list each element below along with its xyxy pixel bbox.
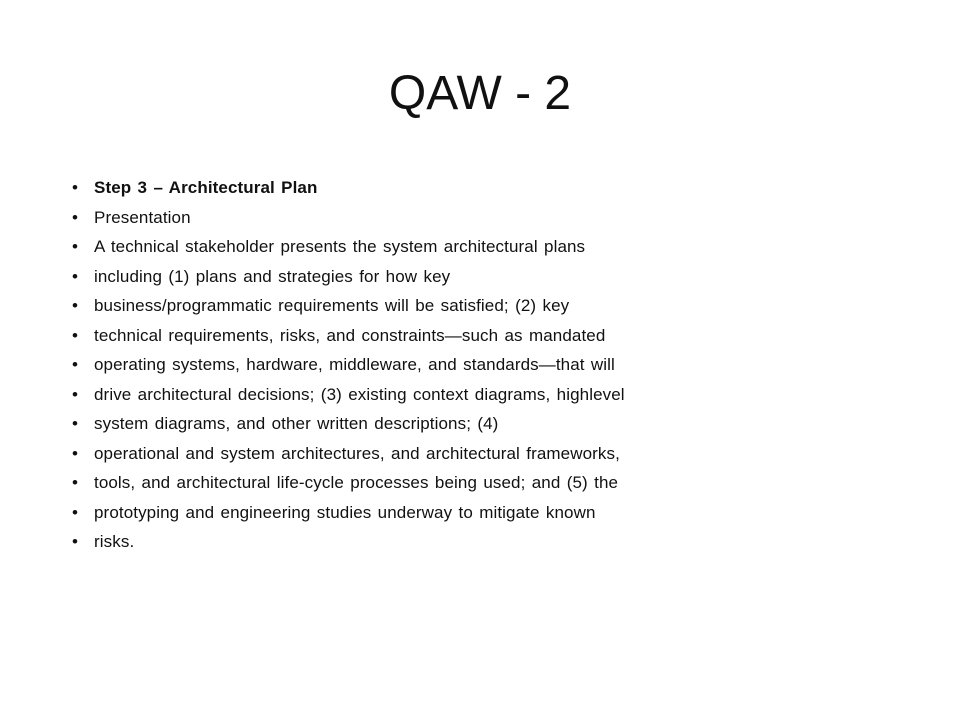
bullet-text: tools, and architectural life-cycle processes being used; and (5) the	[94, 473, 619, 492]
bullet-point-icon: •	[72, 355, 78, 374]
bullet-item	[72, 203, 912, 233]
bullet-text: business/programmatic requirements will be satisfied; (2) key	[94, 296, 570, 315]
bullet-point-icon: •	[72, 473, 78, 492]
bullet-item	[72, 173, 912, 203]
bullet-text: risks.	[94, 532, 135, 551]
bullet-text: operational and system architectures, and architectural frameworks,	[94, 443, 620, 463]
bullet-item	[72, 291, 912, 321]
bullet-point-icon: •	[72, 325, 78, 345]
bullet-list	[72, 173, 912, 557]
bullet-point-icon: •	[72, 532, 78, 551]
bullet-item	[72, 498, 912, 528]
bullet-item	[72, 439, 912, 469]
bullet-point-icon: •	[72, 237, 78, 256]
bullet-item	[72, 468, 912, 498]
bullet-text: prototyping and engineering studies underway to mitigate known	[94, 502, 596, 522]
bullet-item	[72, 527, 912, 557]
bullet-point-icon: •	[72, 502, 78, 522]
bullet-item	[72, 380, 912, 410]
bullet-text: Presentation	[94, 207, 191, 227]
bullet-text: technical requirements, risks, and constraints—such as mandated	[94, 325, 606, 345]
bullet-text: system diagrams, and other written descriptions; (4)	[94, 414, 499, 433]
bullet-text: A technical stakeholder presents the system architectural plans	[94, 237, 586, 256]
bullet-item	[72, 350, 912, 380]
bullet-point-icon: •	[72, 178, 78, 197]
bullet-point-icon: •	[72, 296, 78, 315]
bullet-point-icon: •	[72, 414, 78, 433]
bullet-point-icon: •	[72, 266, 78, 286]
bullet-item	[72, 262, 912, 292]
bullet-text: drive architectural decisions; (3) existing context diagrams, highlevel	[94, 384, 625, 404]
bullet-item	[72, 321, 912, 351]
bullet-item	[72, 232, 912, 262]
bullet-point-icon: •	[72, 384, 78, 404]
bullet-item	[72, 409, 912, 439]
bullet-text: including (1) plans and strategies for how key	[94, 266, 451, 286]
bullet-text: operating systems, hardware, middleware, and standards—that will	[94, 355, 615, 374]
bullet-text: Step 3 – Architectural Plan	[94, 178, 318, 197]
bullet-point-icon: •	[72, 443, 78, 463]
bullet-point-icon: •	[72, 207, 78, 227]
slide-title: QAW - 2	[388, 67, 572, 120]
